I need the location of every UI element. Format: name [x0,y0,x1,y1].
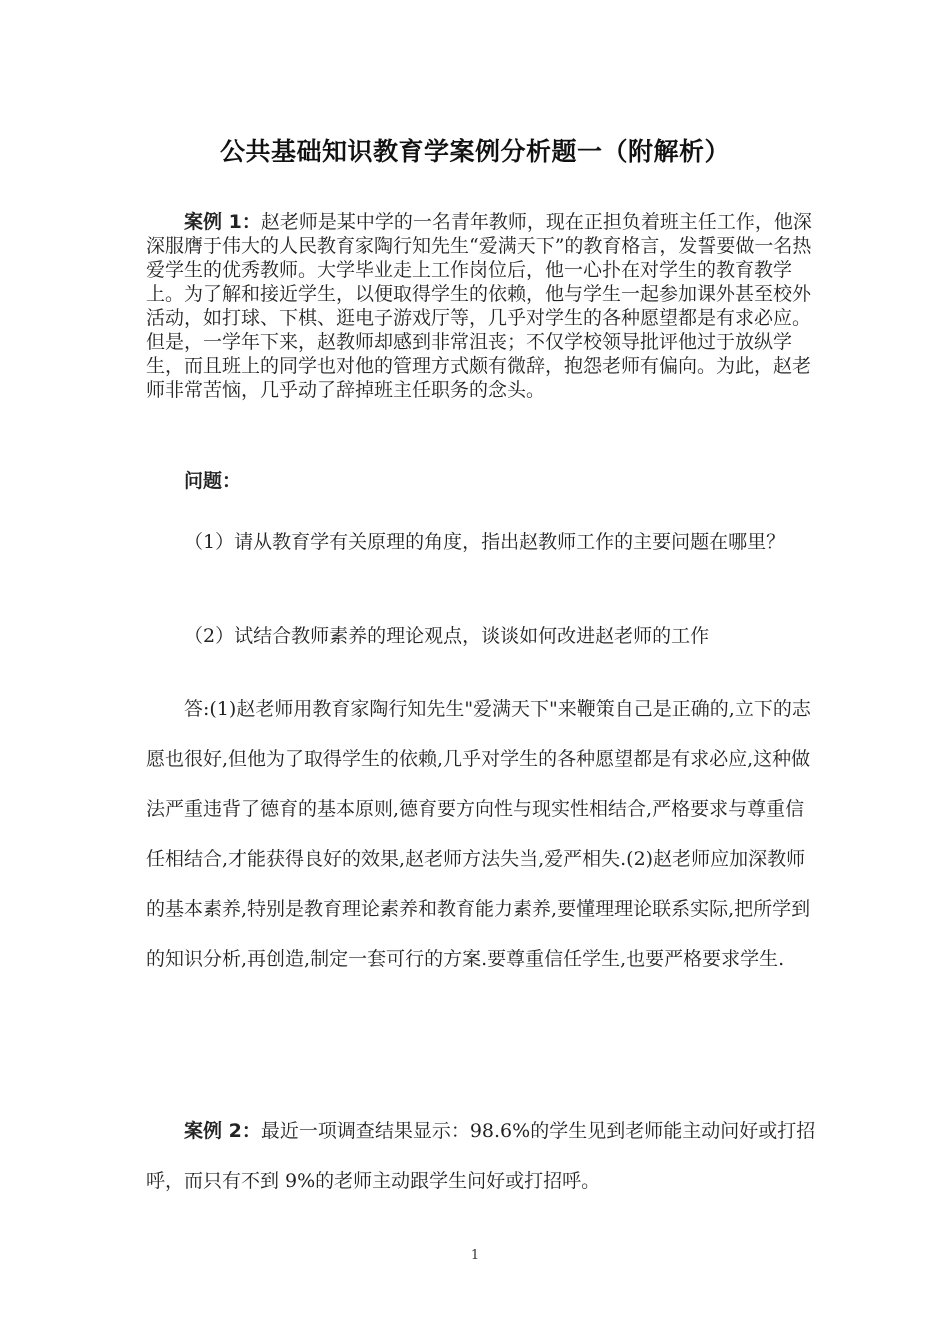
question-1: （1）请从教育学有关原理的角度，指出赵教师工作的主要问题在哪里？ [184,531,786,553]
case2-label: 案例 2： [184,1120,261,1142]
page-number: 1 [470,1248,480,1263]
questions-heading [146,466,818,496]
case1-label: 案例 1： [184,211,261,233]
case2-text: 最近一项调查结果显示：98.6%的学生见到老师能主动问好或打招呼，而只有不到 9%的老师主动跟学生问好或打招呼。 [146,1120,816,1192]
case1-paragraph [146,210,818,402]
question-2: （2）试结合教师素养的理论观点，谈谈如何改进赵老师的工作 [184,625,710,647]
document-title: 公共基础知识教育学案例分析题一（附解析） [219,137,730,166]
case2-paragraph [146,1106,818,1206]
case1-text: 赵老师是某中学的一名青年教师，现在正担负着班主任工作，他深深服膺于伟大的人民教育家陶行知先生“爱满天下”的教育格言，发誓要做一名热爱学生的优秀教师。大学毕业走上工作岗位后，他一心扑在对学生的教育教学上。为了解和接近学生，以便取得学生的依赖，他与学生一起参加课外甚至校外活动，如打球、下棋、逛电子游戏厅等，几乎对学生的各种愿望都是有求必应。但是，一学年下来，赵教师却感到非常沮丧；不仅学校领导批评他过于放纵学生，而且班上的同学也对他的管理方式颇有微辞，抱怨老师有偏向。为此，赵老师非常苦恼，几乎动了辞掉班主任职务的念头。 [146,211,812,401]
questions-label: 问题： [184,470,242,492]
answer-paragraph: 答:(1)赵老师用教育家陶行知先生"爱满天下"来鞭策自己是正确的,立下的志愿也很好,但他为了取得学生的依赖,几乎对学生的各种愿望都是有求必应,这种做法严重违背了德育的基本原则,德育要方向性与现实性相结合,严格要求与尊重信任相结合,才能获得良好的效果,赵老师方法失当,爱严相失.(2)赵老师应加深教师的基本素养,特别是教育理论素养和教育能力素养,要懂理理论联系实际,把所学到的知识分析,再创造,制定一套可行的方案.要尊重信任学生,也要严格要求学生. [146,698,811,970]
